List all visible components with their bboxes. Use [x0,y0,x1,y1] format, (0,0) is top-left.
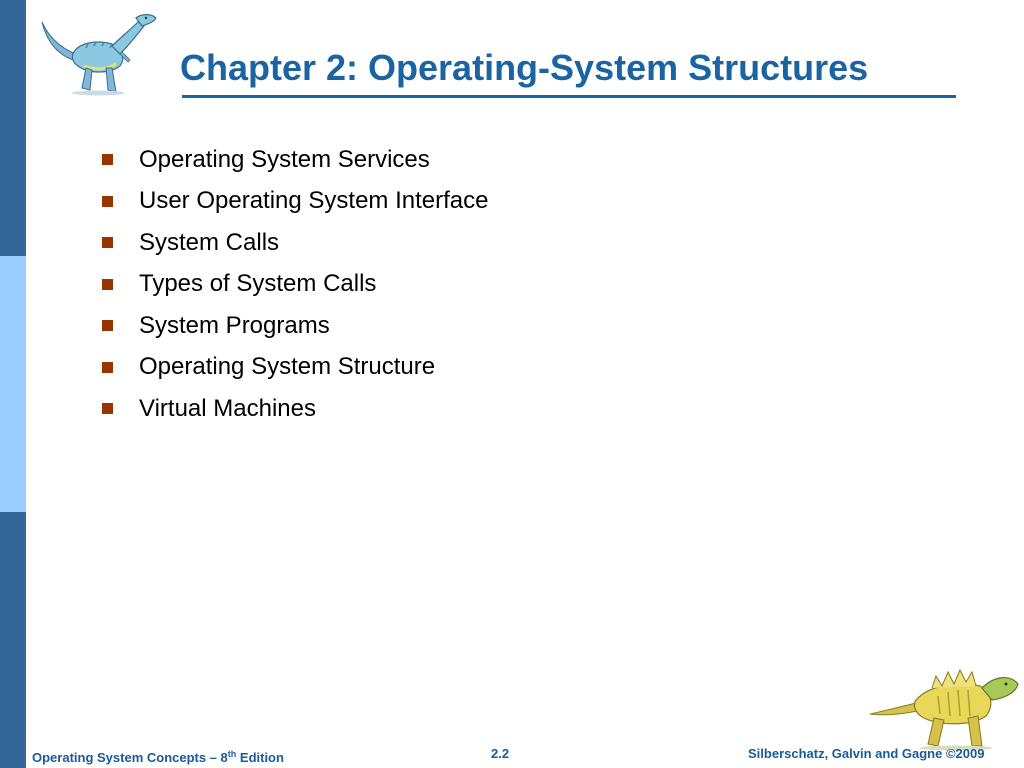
square-bullet-icon [102,403,113,414]
bullet-text: System Programs [139,311,330,339]
footer-page-number: 2.2 [491,746,510,761]
list-item [102,347,488,389]
footer-book-suffix: Edition [236,750,284,765]
bullet-text: System Calls [139,228,280,256]
list-item [102,264,488,306]
dinosaur-icon [36,8,158,96]
bullet-text: Operating System Services [139,145,430,173]
square-bullet-icon [102,362,113,373]
bullet-text: Operating System Structure [139,353,436,381]
footer-book-prefix: Operating System Concepts – 8 [32,750,228,765]
footer-book-superscript: th [227,749,237,759]
bullet-list [102,139,488,430]
left-bar-middle-segment [0,256,26,512]
square-bullet-icon [102,196,113,207]
corner-dinosaur-icon [868,656,1020,752]
list-item [102,388,488,430]
bullet-text: User Operating System Interface [139,187,489,215]
left-bar-top-segment [0,0,26,256]
bullet-text: Virtual Machines [139,394,316,422]
bullet-text: Types of System Calls [139,270,377,298]
left-bar-bottom-segment [0,512,26,768]
footer-book-title [32,744,284,768]
list-item [102,222,488,264]
square-bullet-icon [102,320,113,331]
square-bullet-icon [102,279,113,290]
left-accent-bar [0,0,26,768]
list-item [102,305,488,347]
title-underline [182,95,956,98]
square-bullet-icon [102,237,113,248]
square-bullet-icon [102,154,113,165]
page-title: Chapter 2: Operating-System Structures [180,47,869,88]
list-item [102,139,488,181]
footer-copyright: Silberschatz, Galvin and Gagne ©2009 [748,746,985,761]
list-item [102,181,488,223]
